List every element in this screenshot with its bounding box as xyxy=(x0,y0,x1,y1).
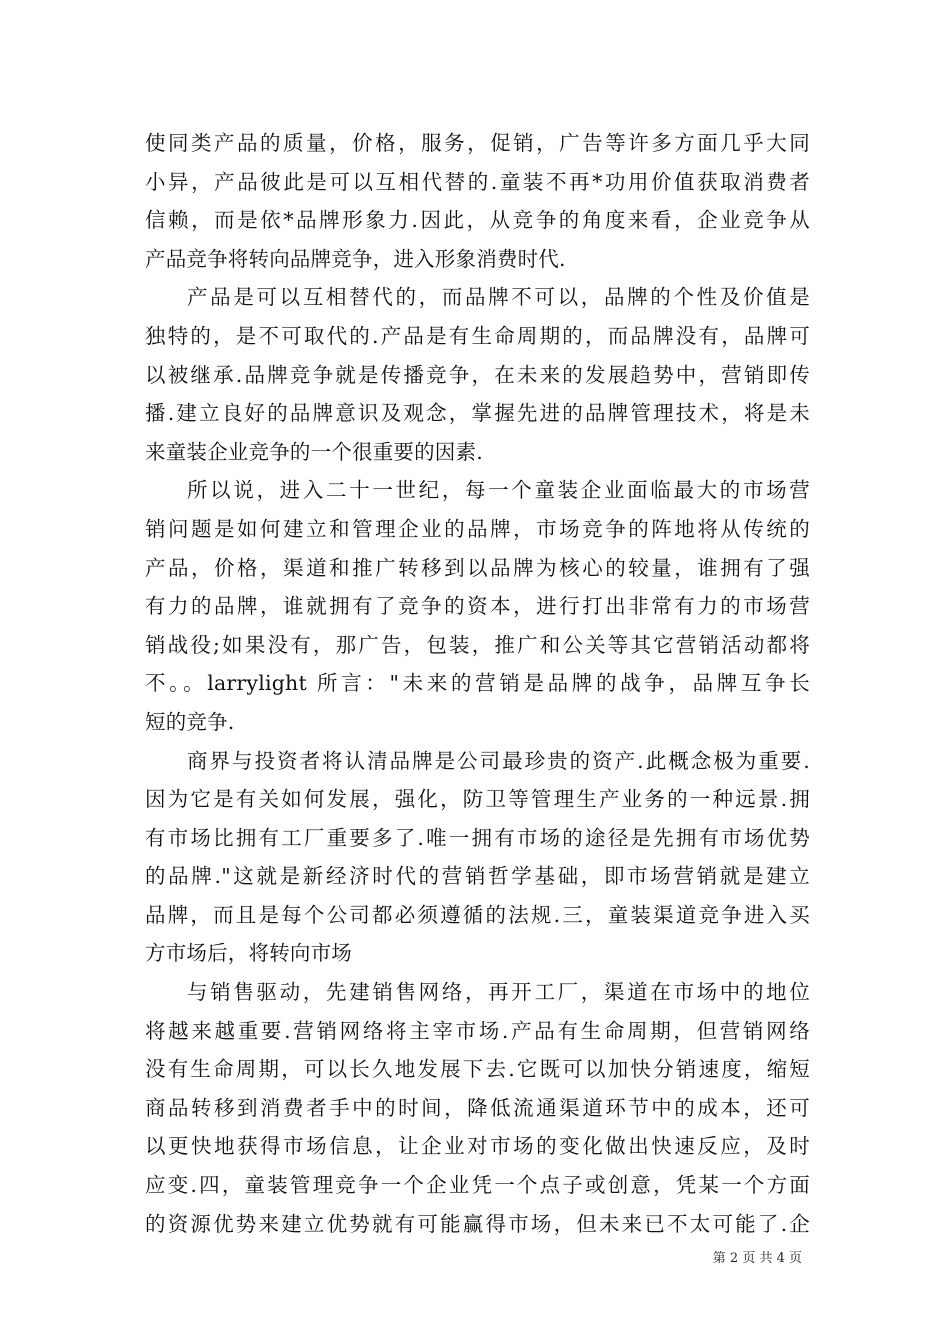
text-line: 销问题是如何建立和管理企业的品牌，市场竞争的阵地将从传统的 xyxy=(145,516,810,541)
text-line: 来童装企业竞争的一个很重要的因素. xyxy=(145,439,483,464)
text-line: 将越来越重要.营销网络将主宰市场.产品有生命周期，但营销网络 xyxy=(145,1018,810,1043)
text-line: 信赖，而是依*品牌形象力.因此，从竞争的角度来看，企业竞争从 xyxy=(145,208,810,233)
text-line: 以更快地获得市场信息，让企业对市场的变化做出快速反应，及时 xyxy=(145,1134,810,1159)
text-line: 应变.四，童装管理竞争一个企业凭一个点子或创意，凭某一个方面 xyxy=(145,1173,810,1198)
text-line: 品牌，而且是每个公司都必须遵循的法规.三，童装渠道竞争进入买 xyxy=(145,902,810,927)
text-line: 因为它是有关如何发展，强化，防卫等管理生产业务的一种远景.拥 xyxy=(145,787,810,812)
text-line: 商品转移到消费者手中的时间，降低流通渠道环节中的成本，还可 xyxy=(145,1095,810,1120)
document-body xyxy=(145,124,810,1243)
text-line: 独特的，是不可取代的.产品是有生命周期的，而品牌没有，品牌可 xyxy=(145,323,810,348)
text-line: 方市场后，将转向市场 xyxy=(145,941,352,966)
text-line: 不。。larrylight 所言："未来的营销是品牌的战争，品牌互争长 xyxy=(145,671,810,696)
page-number: 第 2 页 共 4 页 xyxy=(712,1251,802,1266)
paragraph xyxy=(145,278,810,471)
text-line: 产品竞争将转向品牌竞争，进入形象消费时代. xyxy=(145,246,566,271)
text-line: 所以说，进入二十一世纪，每一个童装企业面临最大的市场营 xyxy=(187,478,810,503)
text-line: 产品是可以互相替代的，而品牌不可以，品牌的个性及价值是 xyxy=(187,285,810,310)
text-line: 有市场比拥有工厂重要多了.唯一拥有市场的途径是先拥有市场优势 xyxy=(145,825,810,850)
text-line: 播.建立良好的品牌意识及观念，掌握先进的品牌管理技术，将是未 xyxy=(145,401,810,426)
paragraph xyxy=(145,742,810,974)
text-line: 与销售驱动，先建销售网络，再开工厂，渠道在市场中的地位 xyxy=(187,980,810,1005)
paragraph xyxy=(145,471,810,741)
paragraph xyxy=(145,124,810,278)
text-line: 的资源优势来建立优势就有可能赢得市场，但未来已不太可能了.企 xyxy=(145,1211,810,1236)
text-line: 没有生命周期，可以长久地发展下去.它既可以加快分销速度，缩短 xyxy=(145,1057,810,1082)
text-line: 使同类产品的质量，价格，服务，促销，广告等许多方面几乎大同 xyxy=(145,131,810,155)
text-line: 的品牌."这就是新经济时代的营销哲学基础，即市场营销就是建立 xyxy=(145,864,810,889)
text-line: 产品，价格，渠道和推广转移到以品牌为核心的较量，谁拥有了强 xyxy=(145,555,810,580)
text-line: 有力的品牌，谁就拥有了竞争的资本，进行打出非常有力的市场营 xyxy=(145,594,810,619)
text-line: 商界与投资者将认清品牌是公司最珍贵的资产.此概念极为重要. xyxy=(187,748,810,773)
paragraph xyxy=(145,973,810,1243)
text-line: 销战役;如果没有，那广告，包装，推广和公关等其它营销活动都将 xyxy=(145,632,810,657)
text-line: 短的竞争. xyxy=(145,709,235,734)
text-line: 小异，产品彼此是可以互相代替的.童装不再*功用价值获取消费者 xyxy=(145,169,810,194)
text-line: 以被继承.品牌竞争就是传播竞争，在未来的发展趋势中，营销即传 xyxy=(145,362,810,387)
